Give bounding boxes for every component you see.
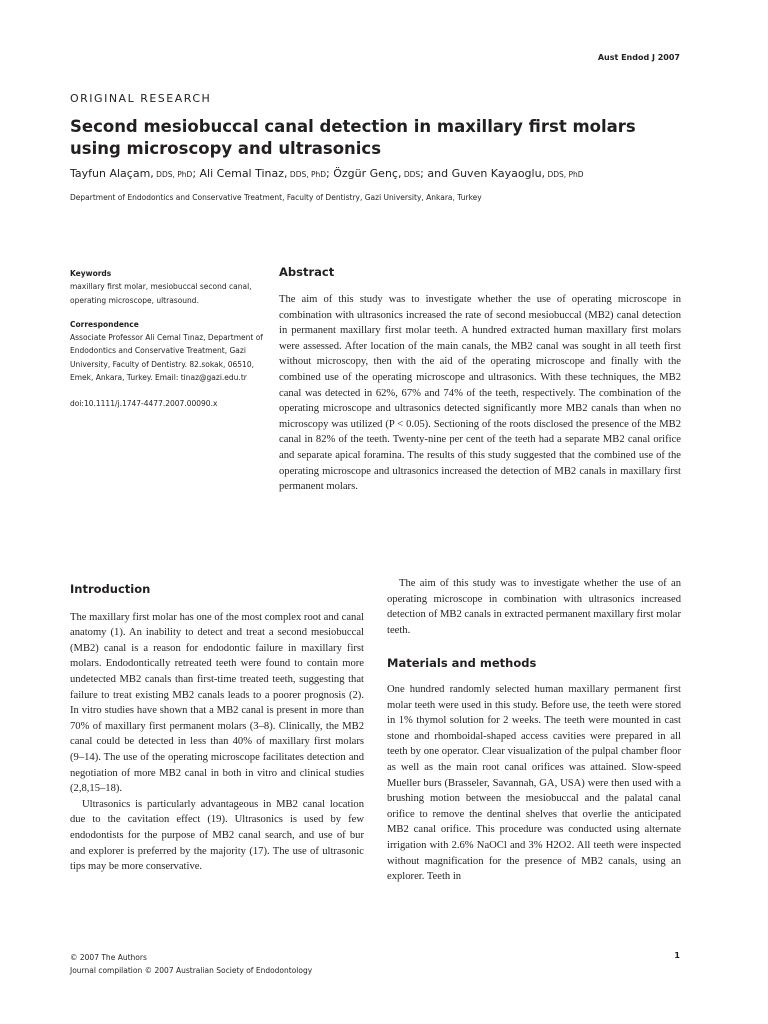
correspondence-text: Associate Professor Ali Cemal Tınaz, Department of Endodontics and Conservative Treatment, Gazi University, Faculty of Dentistry. 82.sokak, 06510, Emek, Ankara, Turkey. Email: tinaz@gazi.edu.tr	[70, 333, 263, 383]
author-name: Tayfun Alaçam,	[70, 167, 154, 180]
section-label: ORIGINAL RESEARCH	[70, 92, 212, 105]
author-separator: ;	[192, 167, 200, 180]
keywords-text: maxillary first molar, mesiobuccal second canal, operating microscope, ultrasound.	[70, 282, 252, 305]
correspondence-heading: Correspondence	[70, 319, 139, 329]
footer-copyright	[70, 951, 312, 977]
abstract-text: The aim of this study was to investigate whether the use of operating microscope in combination with ultrasonics increased the rate of second mesiobuccal (MB2) canal detection in permanent maxillary first molar teeth. A hundred extracted human maxillary first molars were assessed. After location of the main canals, the MB2 canal was sought in all teeth first without microscopy, then with the aid of the operating microscope and finally with the combined use of the operating microscope and ultrasonics. With these techniques, the MB2 canal was detected in 62%, 67% and 74% of the teeth, respectively. The combination of the operating microscope and ultrasonics detected significantly more MB2 canals than when no microscopy was utilized (P < 0.05). Sectioning of the roots disclosed the presence of the MB2 canal in 82% of the teeth. Twenty-nine per cent of the teeth had a separate MB2 canal orifice and separate apical foramina. The results of this study suggested that the combined use of the operating microscope and ultrasonics increased the detection of MB2 canals in maxillary first permanent molars.	[279, 294, 681, 493]
methods-paragraph: One hundred randomly selected human maxillary permanent first molar teeth were used in this study. Before use, the teeth were stored in 1% thymol solution for 2 weeks. The teeth were mounted in cast stone and rhomboidal-shaped access cavities were prepared in all teeth by one operator. Clear visualization of the pulpal chamber floor as well as the main root canal orifices was attained. Slow-speed Mueller burs (Brasseler, Savannah, GA, USA) were then used with a brushing motion between the mesiobuccal and the palatal canal orifice to remove the dentinal shelves that overlie the anticipated MB2 canal orifice. This procedure was conducted using alternate irrigation with 2.6% NaOCl and 3% H2O2. All teeth were inspected without magnification for the presence of MB2 canals, using an explorer. Teeth in	[387, 683, 681, 883]
article-sidebar	[70, 267, 270, 411]
introduction-heading: Introduction	[70, 582, 151, 596]
introduction-paragraph-2: Ultrasonics is particularly advantageous in MB2 canal location due to the cavitation effect (19). Ultrasonics is used by few endodontists for the purpose of MB2 canal search, and use of bur and explorer is preferred by the majority (17). The use of ultrasonic tips may be more conservative.	[70, 798, 364, 873]
affiliation: Department of Endodontics and Conservative Treatment, Faculty of Dentistry, Gazi University, Ankara, Turkey	[70, 193, 482, 202]
left-column	[70, 582, 364, 875]
author-degree: DDS, PhD	[287, 170, 327, 179]
page-number: 1	[674, 951, 680, 960]
methods-heading: Materials and methods	[387, 656, 537, 671]
author-list	[70, 167, 710, 180]
author-degree: DDS, PhD	[545, 170, 584, 179]
journal-reference: Aust Endod J 2007	[597, 53, 680, 62]
article-title: Second mesiobuccal canal detection in maxillary first molars using microscopy and ultrasonics	[70, 117, 636, 158]
author-separator: ;	[326, 167, 334, 180]
journal-compilation-line: Journal compilation © 2007 Australian Society of Endodontology	[70, 966, 313, 975]
copyright-line: © 2007 The Authors	[70, 953, 147, 962]
introduction-paragraph-1: The maxillary first molar has one of the most complex root and canal anatomy (1). An inability to detect and treat a second mesiobuccal (MB2) canal is a reason for endodontic failure in maxillary first molars. Endodontically retreated teeth were found to contain more undetected MB2 canals than first-time treated teeth, suggesting that failure to treat existing MB2 canals leads to a poorer prognosis (2). In vitro studies have shown that a MB2 canal is present in more than 70% of maxillary first permanent molars (3–8). Clinically, the MB2 canal could be detected in less than 40% of maxillary first molars (9–14). The use of the operating microscope facilitates detection and negotiation of more MB2 canal in both in vitro and clinical studies (2,8,15–18).	[70, 611, 364, 795]
author-name: Özgür Genç,	[333, 167, 402, 180]
right-column	[387, 576, 681, 885]
author-degree: DDS	[401, 170, 421, 179]
abstract-heading: Abstract	[279, 265, 335, 279]
author-degree: DDS, PhD	[153, 170, 193, 179]
doi-text: doi:10.1111/j.1747-4477.2007.00090.x	[70, 399, 218, 409]
author-name: and Guven Kayaoglu,	[427, 167, 546, 180]
aim-paragraph: The aim of this study was to investigate whether the use of an operating microscope in combination with ultrasonics increased detection of MB2 canals in extracted permanent maxillary first molar teeth.	[387, 578, 681, 636]
author-separator: ;	[420, 167, 428, 180]
author-name: Ali Cemal Tinaz,	[199, 167, 288, 180]
keywords-heading: Keywords	[70, 269, 112, 278]
